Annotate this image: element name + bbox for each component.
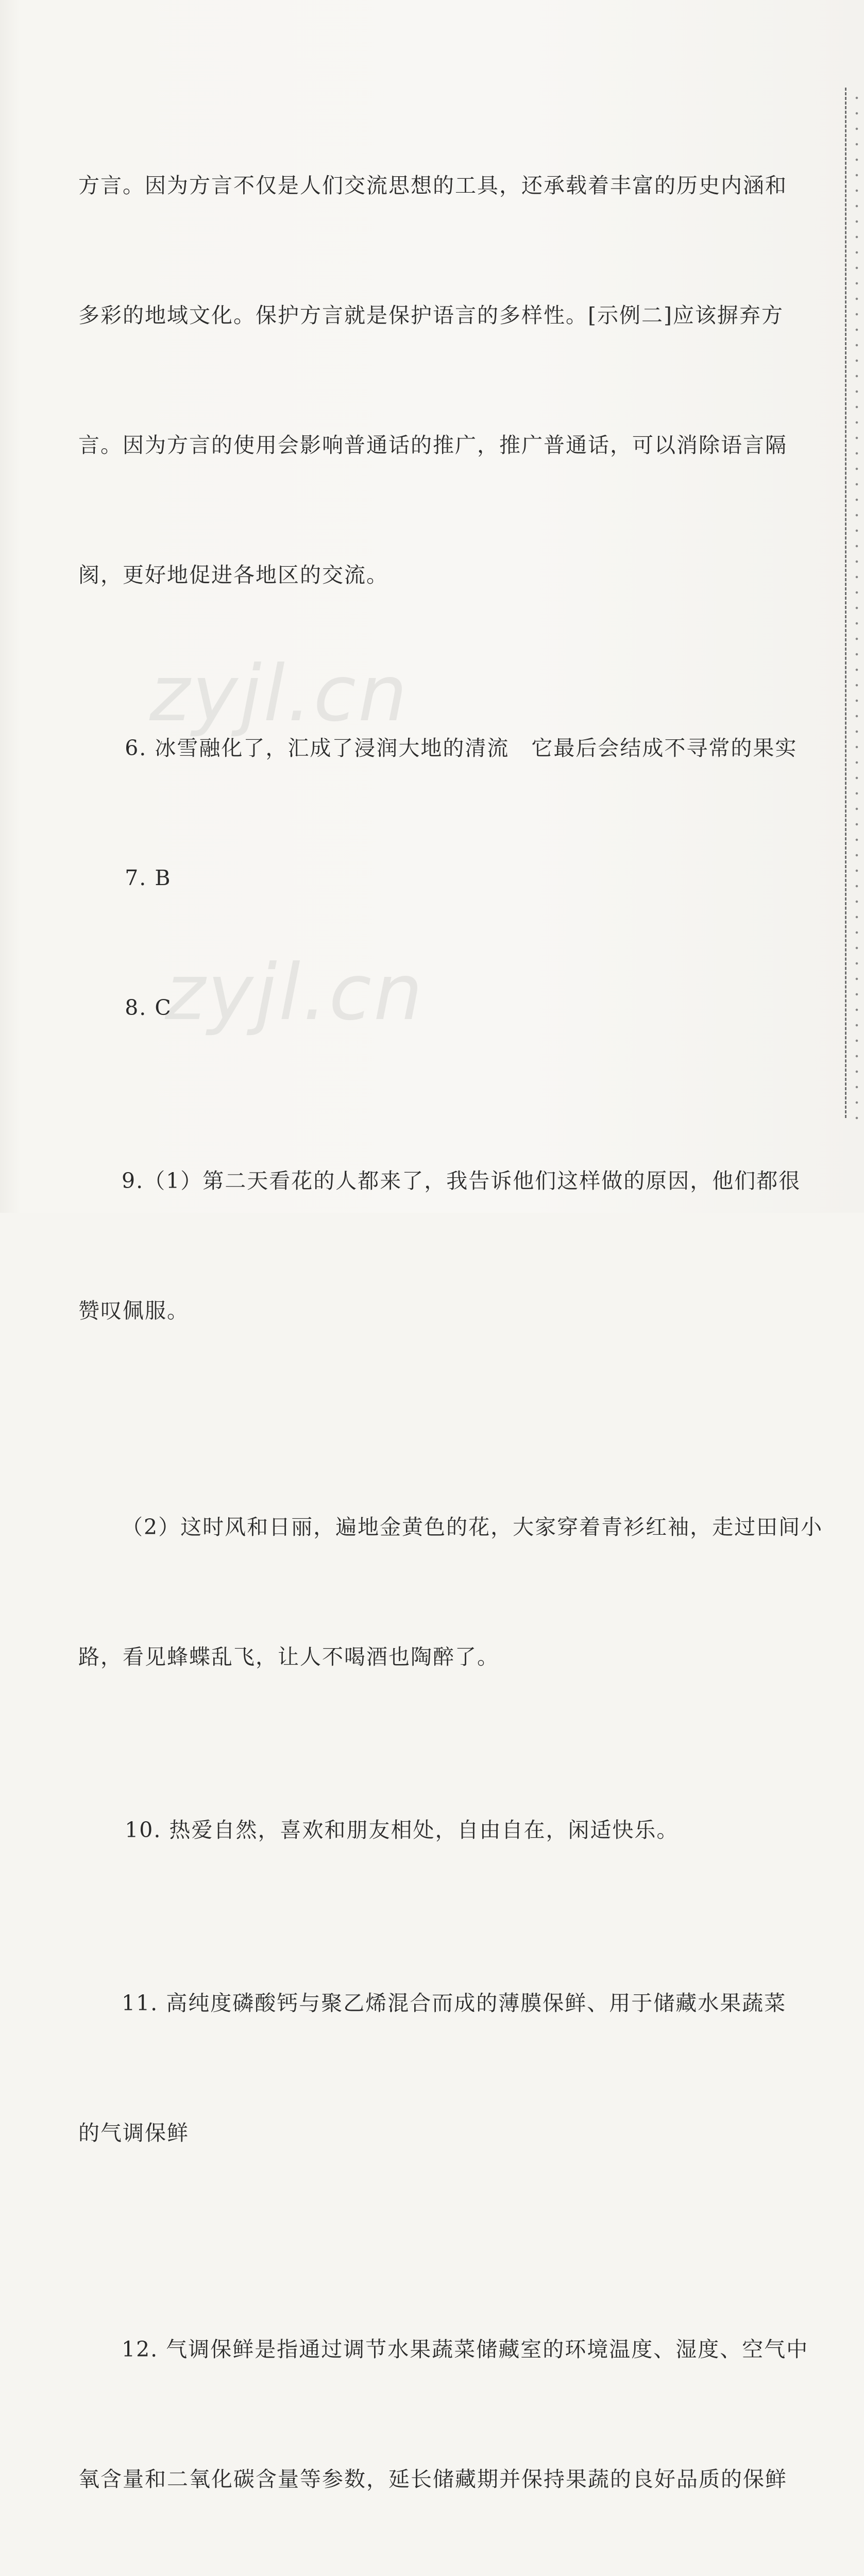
text-line: 言。因为方言的使用会影响普通话的推广，推广普通话，可以消除语言隔 bbox=[78, 433, 787, 457]
answer-5-continued bbox=[78, 77, 831, 683]
text-line: 的气调保鲜 bbox=[78, 2121, 189, 2145]
text-line: 多彩的地域文化。保护方言就是保护语言的多样性。[示例二]应该摒弃方 bbox=[78, 303, 784, 328]
text-line: 6. 冰雪融化了，汇成了浸润大地的清流 它最后会结成不寻常的果实 bbox=[125, 736, 798, 760]
text-line: 12. 气调保鲜是指通过调节水果蔬菜储藏室的环境温度、湿度、空气中 bbox=[122, 2337, 809, 2362]
watermark: zyjl.cn bbox=[165, 948, 425, 1038]
text-line: 方言。因为方言不仅是人们交流思想的工具，还承载着丰富的历史内涵和 bbox=[78, 173, 787, 198]
text-line: 9.（1）第二天看花的人都来了，我告诉他们这样做的原因，他们都很 bbox=[122, 1168, 801, 1193]
text-line: （2）这时风和日丽，遍地金黄色的花，大家穿着青衫红袖，走过田间小 bbox=[122, 1515, 823, 1539]
answer-7 bbox=[78, 813, 831, 943]
answer-content bbox=[78, 77, 831, 2576]
answer-12 bbox=[78, 2241, 831, 2576]
text-line: 7. B bbox=[125, 866, 172, 890]
answer-9-1 bbox=[78, 1073, 831, 1419]
text-line: 11. 高纯度磷酸钙与聚乙烯混合而成的薄膜保鲜、用于储藏水果蔬菜 bbox=[122, 1991, 787, 2015]
answer-9-2 bbox=[78, 1419, 831, 1765]
text-line: 10. 热爱自然，喜欢和朋友相处，自由自在，闲适快乐。 bbox=[125, 1818, 679, 1842]
answer-11 bbox=[78, 1895, 831, 2241]
answer-10 bbox=[78, 1765, 831, 1895]
text-line: 8. C bbox=[125, 995, 172, 1020]
text-line: 阂，更好地促进各地区的交流。 bbox=[78, 563, 388, 587]
binding-dots bbox=[853, 90, 860, 1121]
text-line: 氧含量和二氧化碳含量等参数，延长储藏期并保持果蔬的良好品质的保鲜 bbox=[78, 2467, 787, 2492]
text-line: 赞叹佩服。 bbox=[78, 1298, 189, 1323]
answer-8 bbox=[78, 943, 831, 1073]
watermark: zyjl.cn bbox=[149, 649, 410, 739]
text-line: 路，看见蜂蝶乱飞，让人不喝酒也陶醉了。 bbox=[78, 1645, 499, 1669]
answer-6 bbox=[78, 683, 831, 813]
